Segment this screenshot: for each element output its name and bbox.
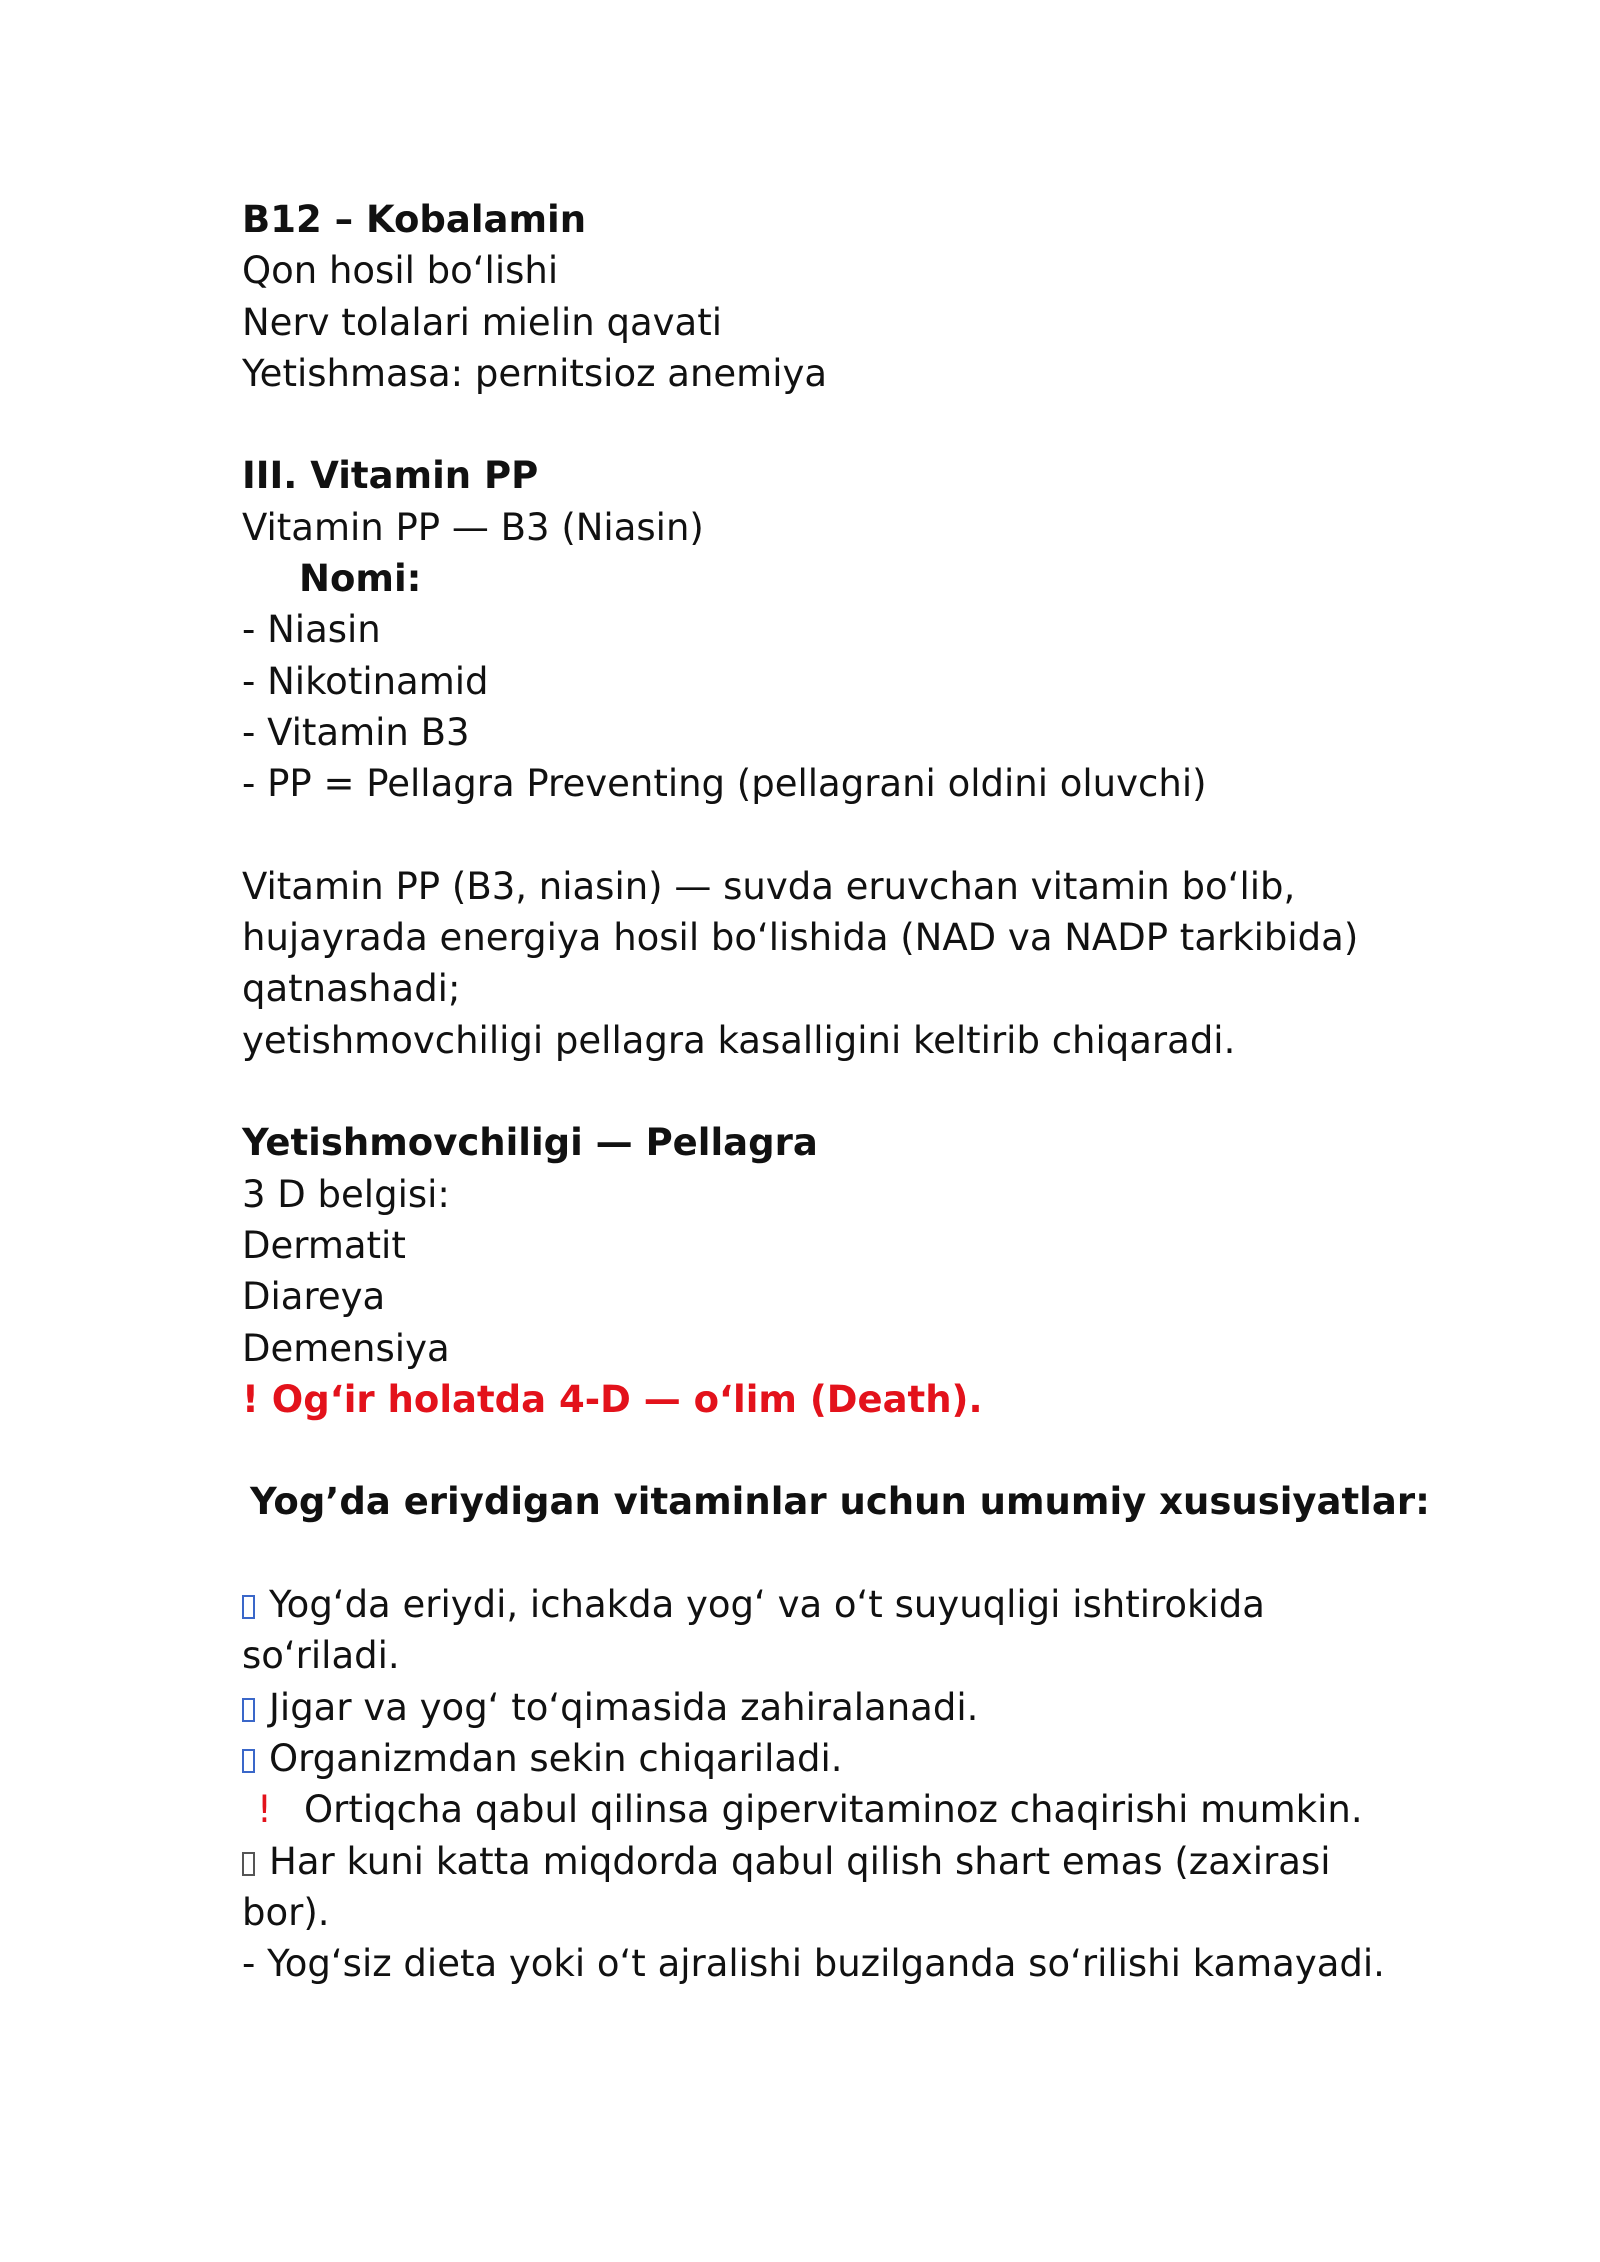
pp-name-item: - Vitamin B3 — [242, 710, 470, 754]
fat-soluble-item-text: Yog‘da eriydi, ichakda yog‘ va o‘t suyuqligi ishtirokida — [269, 1583, 1265, 1627]
exclamation-icon: ! — [257, 1788, 272, 1832]
spacer — [242, 810, 1392, 861]
fat-soluble-item — [242, 1733, 1392, 1784]
deficiency-warning: ! Og‘ir holatda 4-D — o‘lim (Death). — [242, 1377, 983, 1421]
fat-soluble-item — [242, 1836, 1392, 1887]
fat-soluble-item-continuation: so‘riladi. — [242, 1634, 400, 1678]
spacer — [242, 399, 1392, 450]
pp-description-line: hujayrada energiya hosil bo‘lishida (NAD va NADP tarkibida) — [242, 916, 1359, 960]
pp-name-item: - PP = Pellagra Preventing (pellagrani oldini oluvchi) — [242, 762, 1207, 806]
b12-line: Qon hosil bo‘lishi — [242, 249, 559, 293]
deficiency-intro: 3 D belgisi: — [242, 1172, 450, 1216]
fat-soluble-item — [242, 1784, 1392, 1835]
square-box-icon — [242, 1749, 255, 1773]
pp-description-line: qatnashadi; — [242, 967, 461, 1011]
fat-soluble-item-continuation: bor). — [242, 1890, 330, 1934]
b12-title: B12 – Kobalamin — [242, 198, 587, 241]
spacer — [242, 1066, 1392, 1117]
spacer — [242, 1528, 1392, 1579]
deficiency-title: Yetishmovchiligi — Pellagra — [242, 1121, 818, 1165]
deficiency-sign: Demensiya — [242, 1326, 450, 1370]
fat-soluble-item-text: Har kuni katta miqdorda qabul qilish shart emas (zaxirasi — [269, 1839, 1331, 1883]
pp-title: III. Vitamin PP — [242, 454, 539, 498]
fat-soluble-item — [242, 1579, 1392, 1630]
b12-line: Nerv tolalari mielin qavati — [242, 300, 722, 344]
fat-soluble-item-text: Ortiqcha qabul qilinsa gipervitaminoz chaqirishi mumkin. — [304, 1788, 1363, 1832]
pp-subtitle: Vitamin PP — B3 (Niasin) — [242, 505, 704, 549]
pp-description-line: yetishmovchiligi pellagra kasalligini keltirib chiqaradi. — [242, 1018, 1236, 1062]
square-box-icon — [242, 1698, 255, 1722]
fat-soluble-item — [242, 1682, 1392, 1733]
pp-names-heading: Nomi: — [299, 557, 422, 601]
deficiency-sign: Diareya — [242, 1275, 386, 1319]
fat-soluble-item-text: Jigar va yog‘ to‘qimasida zahiralanadi. — [269, 1685, 979, 1729]
pp-name-item: - Niasin — [242, 608, 381, 652]
b12-line: Yetishmasa: pernitsioz anemiya — [242, 351, 828, 395]
fat-soluble-item: - Yog‘siz dieta yoki o‘t ajralishi buzilganda so‘rilishi kamayadi. — [242, 1942, 1385, 1986]
pp-name-item: - Nikotinamid — [242, 659, 489, 703]
document-page — [242, 194, 1430, 1989]
pp-description-line: Vitamin PP (B3, niasin) — suvda eruvchan vitamin bo‘lib, — [242, 864, 1296, 908]
deficiency-sign: Dermatit — [242, 1223, 406, 1267]
square-box-icon — [242, 1595, 255, 1619]
spacer — [242, 1425, 1392, 1476]
square-box-icon — [242, 1852, 255, 1876]
fat-soluble-title: Yog’da eriydigan vitaminlar uchun umumiy xususiyatlar: — [250, 1480, 1430, 1524]
fat-soluble-item-text: Organizmdan sekin chiqariladi. — [269, 1736, 843, 1780]
